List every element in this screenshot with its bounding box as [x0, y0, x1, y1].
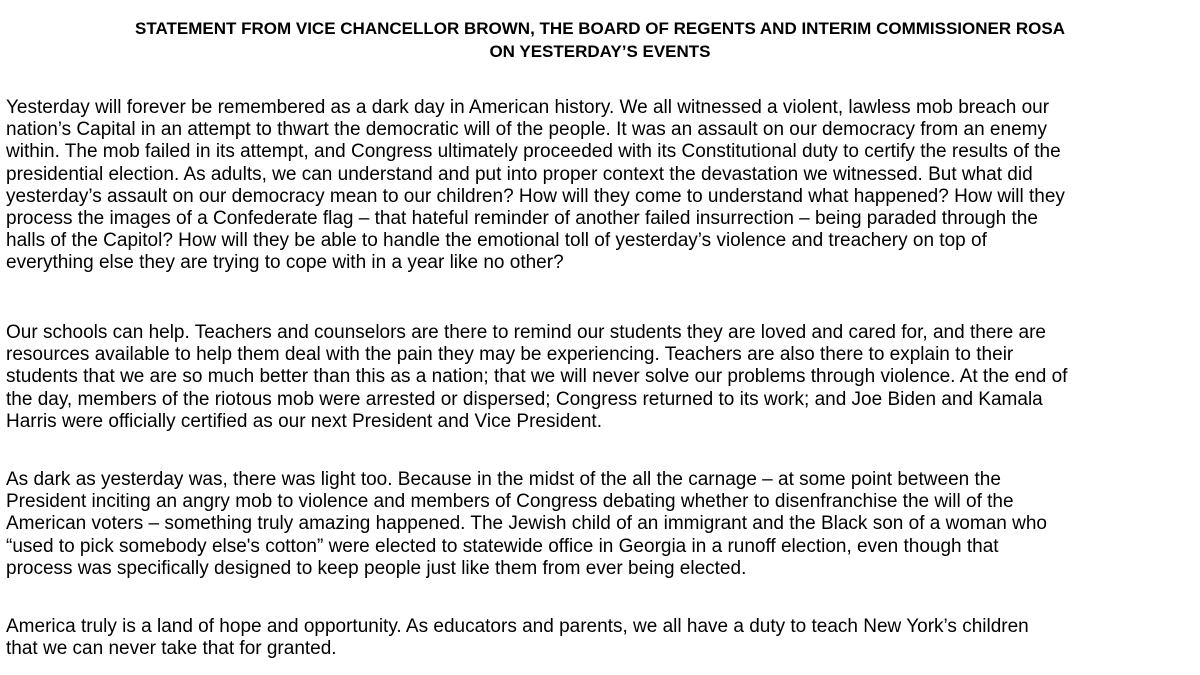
- paragraph-line: Yesterday will forever be remembered as a dark day in American history. We all witnessed a violent, lawless mob breach our: [6, 97, 1050, 118]
- paragraph-line: President inciting an angry mob to violence and members of Congress debating whether to disenfranchise the will of the: [6, 491, 1014, 513]
- paragraph-line: resources available to help them deal with the pain they may be experiencing. Teachers are also there to explain to their: [6, 344, 1014, 366]
- paragraph-line: yesterday’s assault on our democracy mean to our children? How will they come to understand what happened? How will they: [6, 185, 1065, 207]
- paragraph-line: halls of the Capitol? How will they be able to handle the emotional toll of yesterday’s violence and treachery on top of: [6, 230, 987, 252]
- paragraph-2: [6, 322, 1196, 433]
- paragraph-line: within. The mob failed in its attempt, and Congress ultimately proceeded with its Constitutional duty to certify the results of the: [6, 141, 1061, 163]
- paragraph-line: everything else they are trying to cope with in a year like no other?: [6, 252, 564, 274]
- paragraph-line: students that we are so much better than this as a nation; that we will never solve our problems through violence. At the end of: [6, 366, 1068, 388]
- paragraph-3: [6, 469, 1196, 580]
- paragraph-4: [6, 616, 1196, 660]
- paragraph-line: process the images of a Confederate flag – that hateful reminder of another failed insurrection – being paraded through the: [6, 208, 1038, 230]
- paragraph-line: American voters – something truly amazing happened. The Jewish child of an immigrant and the Black son of a woman who: [6, 513, 1047, 535]
- paragraph-line: process was specifically designed to keep people just like them from ever being elected.: [6, 557, 747, 579]
- paragraph-line: presidential election. As adults, we can understand and put into proper context the devastation we witnessed. But what did: [6, 163, 1033, 185]
- paragraph-line: Our schools can help. Teachers and counselors are there to remind our students they are loved and cared for, and there are: [6, 322, 1046, 343]
- paragraph-line: America truly is a land of hope and opportunity. As educators and parents, we all have a duty to teach New York’s children: [6, 616, 1029, 637]
- paragraph-line: that we can never take that for granted.: [6, 638, 337, 660]
- statement-title-line-2: ON YESTERDAY’S EVENTS: [489, 42, 711, 61]
- paragraph-line: nation’s Capital in an attempt to thwart the democratic will of the people. It was an assault on our democracy from an enemy: [6, 119, 1047, 141]
- paragraph-line: Harris were officially certified as our next President and Vice President.: [6, 410, 602, 432]
- paragraph-line: As dark as yesterday was, there was light too. Because in the midst of the all the carnage – at some point between the: [6, 469, 1001, 490]
- statement-title-line-1: STATEMENT FROM VICE CHANCELLOR BROWN, THE BOARD OF REGENTS AND INTERIM COMMISSIONER ROSA: [135, 19, 1065, 38]
- paragraph-1: [6, 97, 1196, 275]
- paragraph-line: the day, members of the riotous mob were arrested or dispersed; Congress returned to its work; and Joe Biden and Kamala: [6, 388, 1043, 410]
- paragraph-line: “used to pick somebody else's cotton” were elected to statewide office in Georgia in a runoff election, even though that: [6, 535, 999, 557]
